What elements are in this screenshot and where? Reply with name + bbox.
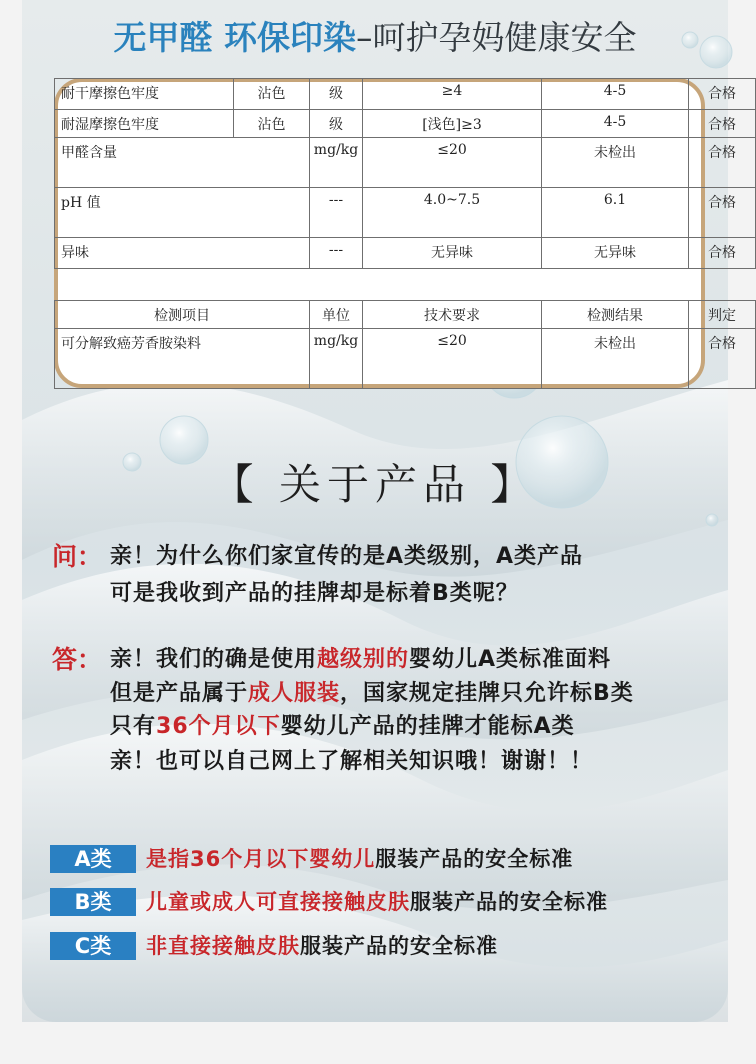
table-cell: 合格 xyxy=(689,79,756,110)
section-title: 【 关于产品 】 xyxy=(211,460,539,509)
table-cell: ≤20 xyxy=(363,138,542,188)
class-badge: C类 xyxy=(50,932,136,960)
spec-table xyxy=(54,78,756,389)
table-cell: 耐干摩擦色牢度 xyxy=(55,79,234,110)
table-cell: 沾色 xyxy=(234,79,310,110)
table-cell: mg/kg xyxy=(310,329,363,389)
class-badge: A类 xyxy=(50,845,136,873)
answer-line-1: 亲！我们的确是使用越级别的婴幼儿A类标准面料 xyxy=(110,647,612,672)
table-cell: [浅色]≥3 xyxy=(363,110,542,138)
table-cell: 6.1 xyxy=(542,188,689,238)
table-cell: 未检出 xyxy=(542,138,689,188)
table-cell: 沾色 xyxy=(234,110,310,138)
table-cell: 可分解致癌芳香胺染料 xyxy=(55,329,310,389)
table-cell: 耐湿摩擦色牢度 xyxy=(55,110,234,138)
answer-line-3: 只有36个月以下婴幼儿产品的挂牌才能标A类 xyxy=(110,714,575,739)
table-row xyxy=(55,188,756,238)
table-cell: 级 xyxy=(310,79,363,110)
class-description: 非直接接触皮肤服装产品的安全标准 xyxy=(146,934,498,958)
table-cell: 无异味 xyxy=(542,238,689,269)
table-cell: ≤20 xyxy=(363,329,542,389)
table-cell: --- xyxy=(310,188,363,238)
answer-line-4: 亲！也可以自己网上了解相关知识哦！谢谢！！ xyxy=(110,749,594,774)
header-cell: 技术要求 xyxy=(363,301,542,329)
answer-line-2: 但是产品属于成人服装，国家规定挂牌只允许标B类 xyxy=(110,681,634,706)
headline xyxy=(22,14,728,62)
header-cell: 检测结果 xyxy=(542,301,689,329)
table-cell: --- xyxy=(310,238,363,269)
table-cell: 异味 xyxy=(55,238,310,269)
headline-light: –呵护孕妈健康安全 xyxy=(356,18,637,57)
question-line-1: 亲！为什么你们家宣传的是A类级别，A类产品 xyxy=(110,544,584,569)
table-cell: 级 xyxy=(310,110,363,138)
table-cell: ≥4 xyxy=(363,79,542,110)
class-description: 儿童或成人可直接接触皮肤服装产品的安全标准 xyxy=(146,890,608,914)
table-cell: 合格 xyxy=(689,188,756,238)
table-cell: pH 值 xyxy=(55,188,310,238)
header-cell: 检测项目 xyxy=(55,301,310,329)
class-badge: B类 xyxy=(50,888,136,916)
table-cell: 合格 xyxy=(689,238,756,269)
poster-card xyxy=(22,0,736,1022)
headline-bold: 无甲醛 环保印染 xyxy=(113,18,356,57)
table-cell: 合格 xyxy=(689,110,756,138)
table-cell: mg/kg xyxy=(310,138,363,188)
header-cell: 判定 xyxy=(689,301,756,329)
table-cell: 未检出 xyxy=(542,329,689,389)
table-cell: 4-5 xyxy=(542,79,689,110)
table-cell: 合格 xyxy=(689,329,756,389)
spec-table-frame xyxy=(54,78,736,388)
table-row xyxy=(55,138,756,188)
table-cell: 合格 xyxy=(689,138,756,188)
table-row xyxy=(55,329,756,389)
table-spacer-row xyxy=(55,269,756,301)
table-cell: 甲醛含量 xyxy=(55,138,310,188)
table-spacer xyxy=(55,269,756,301)
table-row xyxy=(55,110,756,138)
table-row xyxy=(55,238,756,269)
class-description: 是指36个月以下婴幼儿服装产品的安全标准 xyxy=(146,847,574,871)
header-cell: 单位 xyxy=(310,301,363,329)
table-row xyxy=(55,79,756,110)
answer-label: 答： xyxy=(52,645,103,674)
table-cell: 4.0~7.5 xyxy=(363,188,542,238)
table-header-row xyxy=(55,301,756,329)
question-line-2: 可是我收到产品的挂牌却是标着B类呢？ xyxy=(110,581,519,606)
question-label: 问： xyxy=(52,542,103,571)
table-cell: 无异味 xyxy=(363,238,542,269)
table-cell: 4-5 xyxy=(542,110,689,138)
